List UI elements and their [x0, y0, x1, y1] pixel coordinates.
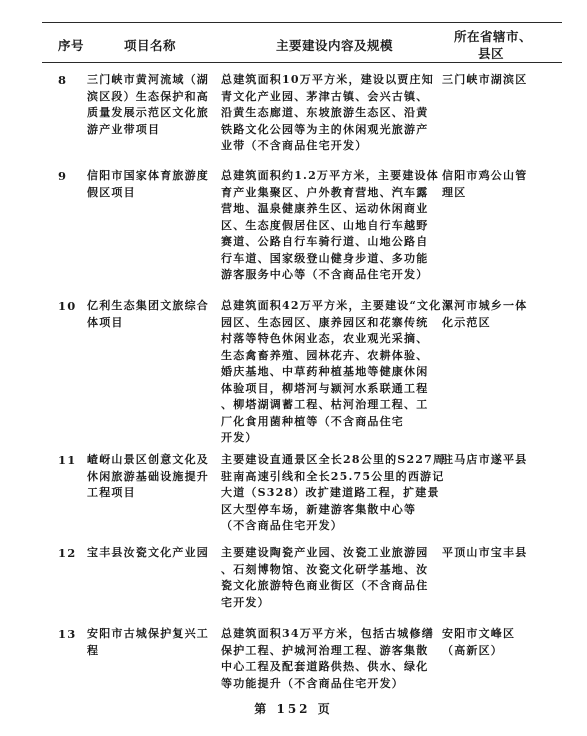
row-project-name-line: 质量发展示范区文化旅: [87, 106, 209, 119]
row-serial-number: 10: [58, 299, 77, 313]
row-project-name-line: 假区项目: [87, 185, 136, 199]
row-content-line: 总建筑面积42万平方米，主要建设“文化: [221, 299, 442, 312]
row-serial-number: 12: [58, 546, 77, 560]
row-project-name-line: 滨区段）生态保护和高: [87, 89, 209, 103]
row-location-line: 平顶山市宝丰县: [442, 546, 528, 559]
row-content-line: 赛道、公路自行车骑行道、山地公路自: [221, 235, 429, 248]
row-project-name-line: 程: [87, 643, 100, 657]
row-content-line: 中心工程及配套道路供热、供水、绿化: [221, 660, 429, 673]
row-content-line: 婚庆基地、中草药种植基地等健康休闲: [221, 365, 429, 378]
row-content-line: 育产业集聚区、户外教育营地、汽车露: [221, 185, 429, 199]
row-content-line: 村落等特色休闲业态，农业观光采摘、: [221, 332, 429, 345]
row-project-name-line: 信阳市国家体育旅游度: [87, 169, 209, 182]
page-number: 第 152 页: [254, 702, 333, 716]
row-content-line: 业带（不含商品住宅开发）: [221, 139, 368, 152]
row-project-name-line: 体项目: [87, 315, 124, 329]
row-content-line: 游客服务中心等（不含商品住宅开发）: [221, 268, 429, 281]
row-content-line: 等功能提升（不含商品住宅开发）: [221, 676, 404, 690]
table-top-rule: [42, 22, 562, 23]
row-project-name-line: 工程项目: [87, 486, 136, 499]
header-location-line1: 所在省辖市、: [454, 29, 533, 44]
header-serial-number: 序号: [58, 38, 85, 53]
row-project-name-line: 亿利生态集团文旅综合: [87, 299, 209, 312]
row-content-line: 大道（S328）改扩建道路工程，扩建景: [221, 486, 440, 499]
row-project-name-line: 休闲旅游基础设施提升: [87, 469, 209, 483]
row-location-line: 理区: [442, 185, 467, 199]
row-content-line: 铁路文化公园等为主的休闲观光旅游产: [221, 122, 429, 136]
row-content-line: 宅开发）: [221, 595, 270, 609]
row-location-line: 化示范区: [442, 315, 491, 329]
row-content-line: 厂化食用菌种植等（不含商品住宅: [221, 414, 404, 428]
row-content-line: 生态禽畜养殖、园林花卉、农耕体验、: [221, 348, 429, 362]
row-project-name-line: 嵖岈山景区创意文化及: [87, 453, 209, 466]
row-content-line: 瓷文化旅游特色商业街区（不含商品住: [221, 579, 429, 592]
row-location-line: 信阳市鸡公山管: [442, 169, 528, 182]
row-content-line: 驻南高速引线和全长25.75公里的西游记: [221, 469, 445, 483]
row-content-line: （不含商品住宅开发）: [221, 519, 343, 532]
row-serial-number: 8: [58, 73, 68, 87]
row-project-name-line: 安阳市古城保护复兴工: [87, 627, 209, 640]
row-content-line: 总建筑面积10万平方米，建设以贾庄知: [221, 73, 434, 86]
row-serial-number: 13: [58, 627, 77, 641]
row-content-line: 园区、生态园区、康养园区和花寨传统: [221, 315, 429, 329]
row-project-name-line: 宝丰县汝瓷文化产业园: [87, 546, 209, 559]
row-content-line: 区、生态度假居住区、山地自行车越野: [221, 218, 429, 232]
row-content-line: 行车道、国家级登山健身步道、多功能: [221, 251, 429, 265]
row-content-line: 总建筑面积约1.2万平方米，主要建设体: [221, 169, 439, 182]
header-project-name: 项目名称: [124, 38, 177, 53]
header-location-line2: 县区: [478, 46, 505, 61]
row-content-line: 保护工程、护城河治理工程、游客集散: [221, 643, 429, 657]
row-serial-number: 11: [58, 453, 77, 467]
row-location-line: 安阳市文峰区: [442, 627, 516, 640]
row-content-line: 、柳塔湖调蓄工程、枯河治理工程、工: [221, 398, 429, 411]
header-bottom-rule: [42, 62, 562, 63]
row-content-line: 营地、温泉健康养生区、运动休闲商业: [221, 202, 429, 215]
row-content-line: 沿黄生态廊道、东坡旅游生态区、沿黄: [221, 106, 429, 119]
row-content-line: 主要建设陶瓷产业园、汝瓷工业旅游园: [221, 546, 429, 559]
header-construction-content: 主要建设内容及规模: [276, 38, 394, 53]
row-serial-number: 9: [58, 169, 68, 183]
row-location-line: （高新区）: [442, 643, 503, 657]
row-content-line: 区大型停车场，新建游客集散中心等: [221, 502, 417, 516]
row-project-name-line: 游产业带项目: [87, 122, 161, 136]
row-content-line: 开发）: [221, 431, 258, 444]
row-content-line: 、石刻博物馆、汝瓷文化研学基地、汝: [221, 562, 429, 576]
row-location-line: 驻马店市遂平县: [442, 453, 528, 466]
row-project-name-line: 三门峡市黄河流域（湖: [87, 73, 209, 86]
row-location-line: 三门峡市湖滨区: [442, 73, 528, 86]
row-content-line: 主要建设直通景区全长28公里的S227周: [221, 453, 446, 466]
row-location-line: 漯河市城乡一体: [442, 299, 528, 312]
row-content-line: 总建筑面积34万平方米，包括古城修缮: [221, 627, 434, 640]
row-content-line: 体验项目，柳塔河与颍河水系联通工程: [221, 381, 429, 395]
row-content-line: 青文化产业园、茅津古镇、会兴古镇、: [221, 89, 429, 103]
